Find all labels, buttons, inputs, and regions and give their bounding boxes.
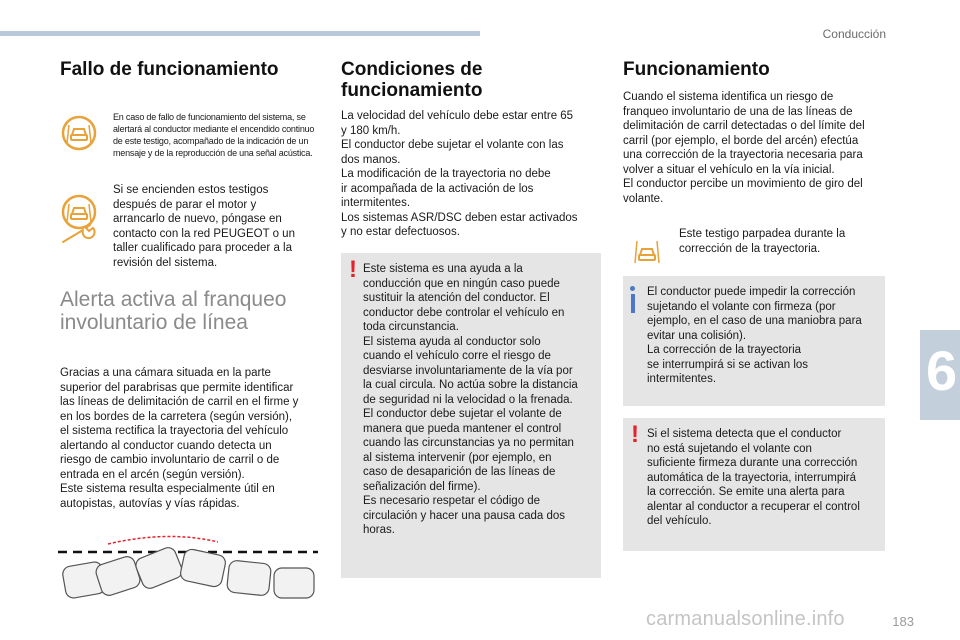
page-number: 183: [892, 614, 914, 629]
operation-text: Cuando el sistema identifica un riesgo de franqueo involuntario de una de las líneas de delimitación de carril detectadas o del límite del carril (por ejemplo, el borde del arcén) efectúa una corrección de la trayectoria necesaria para volver a situar el vehículo en la vía inicial. El conductor percibe un movimiento de giro del volante.: [623, 91, 865, 205]
alert-title: Alerta activa al franqueo involuntario de línea: [60, 288, 287, 334]
operation-title: Funcionamiento: [623, 59, 770, 80]
warning-exclamation-icon: !: [631, 421, 639, 448]
safety-warning-box: [341, 253, 601, 578]
service-wrench-icon: [59, 222, 99, 248]
warning-exclamation-icon: !: [349, 256, 357, 283]
watermark: carmanualsonline.info: [646, 608, 845, 630]
alert-text: Gracias a una cámara situada en la parte superior del parabrisas que permite identificar las líneas de delimitación de carril en el firme y en los bordes de la carretera (según versión), el sistema rectifica la trayectoria del vehículo alertando al conductor cuando detecta un riesgo de cambio involuntario de carril o de entrada en el arcén (según versión). Este sistema resulta especialmente útil en autopistas, autovías y vías rápidas.: [60, 367, 299, 510]
section-title: Conducción: [822, 27, 886, 41]
lane-correction-active-icon: [627, 231, 667, 271]
grip-warning-text: Si el sistema detecta que el conductor no está sujetando el volante con suficiente firmeza durante una corrección automática de la trayectoria, interrumpirá la corrección. Se emite una alerta para alentar al conductor a recuperar el control del vehículo.: [647, 428, 860, 527]
chapter-tab: [920, 330, 960, 420]
fault-title: Fallo de funcionamiento: [60, 59, 279, 80]
info-box: [623, 276, 885, 406]
safety-warning-text: Este sistema es una ayuda a la conducción que en ningún caso puede sustituir la atención del conductor. El conductor debe controlar el vehículo en toda circunstancia. El sistema ayuda al conductor solo cuando el vehículo corre el riesgo de desviarse involuntariamente de la vía por la cual circula. No actúa sobre la distancia de seguridad ni la velocidad o la frenada. El conductor debe sujetar el volante de manera que pueda mantener el control cuando las circunstancias ya no permitan al sistema intervenir (por ejemplo, en caso de desaparición de las líneas de señalización del firme). Es necesario respetar el código de circulación y hacer una pausa cada dos horas.: [363, 263, 578, 536]
grip-warning-box: [623, 418, 885, 551]
header-bar: [0, 31, 480, 36]
lane-fault-warning-icon: [59, 113, 99, 153]
info-icon-dot: [630, 286, 635, 291]
lane-correction-illustration: [58, 530, 318, 602]
conditions-text: La velocidad del vehículo debe estar entre 65 y 180 km/h. El conductor debe sujetar el volante con las dos manos. La modificación de la trayectoria no debe ir acompañada de la activación de los intermitentes. Los sistemas ASR/DSC deben estar activados y no estar defectuosos.: [341, 110, 578, 238]
fault-text: En caso de fallo de funcionamiento del sistema, se alertará al conductor mediante el encendido continuo de este testigo, acompañado de la indicación de un mensaje y de la reproducción de una señal acústica.: [113, 112, 315, 158]
conditions-title: Condiciones de funcionamiento: [341, 59, 483, 101]
blink-text: Este testigo parpadea durante la corrección de la trayectoria.: [679, 228, 846, 255]
info-icon: [631, 294, 635, 313]
chapter-number: 6: [926, 339, 958, 402]
service-text: Si se encienden estos testigos después de parar el motor y arrancarlo de nuevo, póngase en contacto con la red PEUGEOT o un taller cualificado para proceder a la revisión del sistema.: [113, 184, 295, 269]
info-text: El conductor puede impedir la corrección sujetando el volante con firmeza (por ejemplo, en el caso de una maniobra para evitar una colisión). La corrección de la trayectoria se interrumpirá si se activan los intermitentes.: [647, 286, 862, 385]
